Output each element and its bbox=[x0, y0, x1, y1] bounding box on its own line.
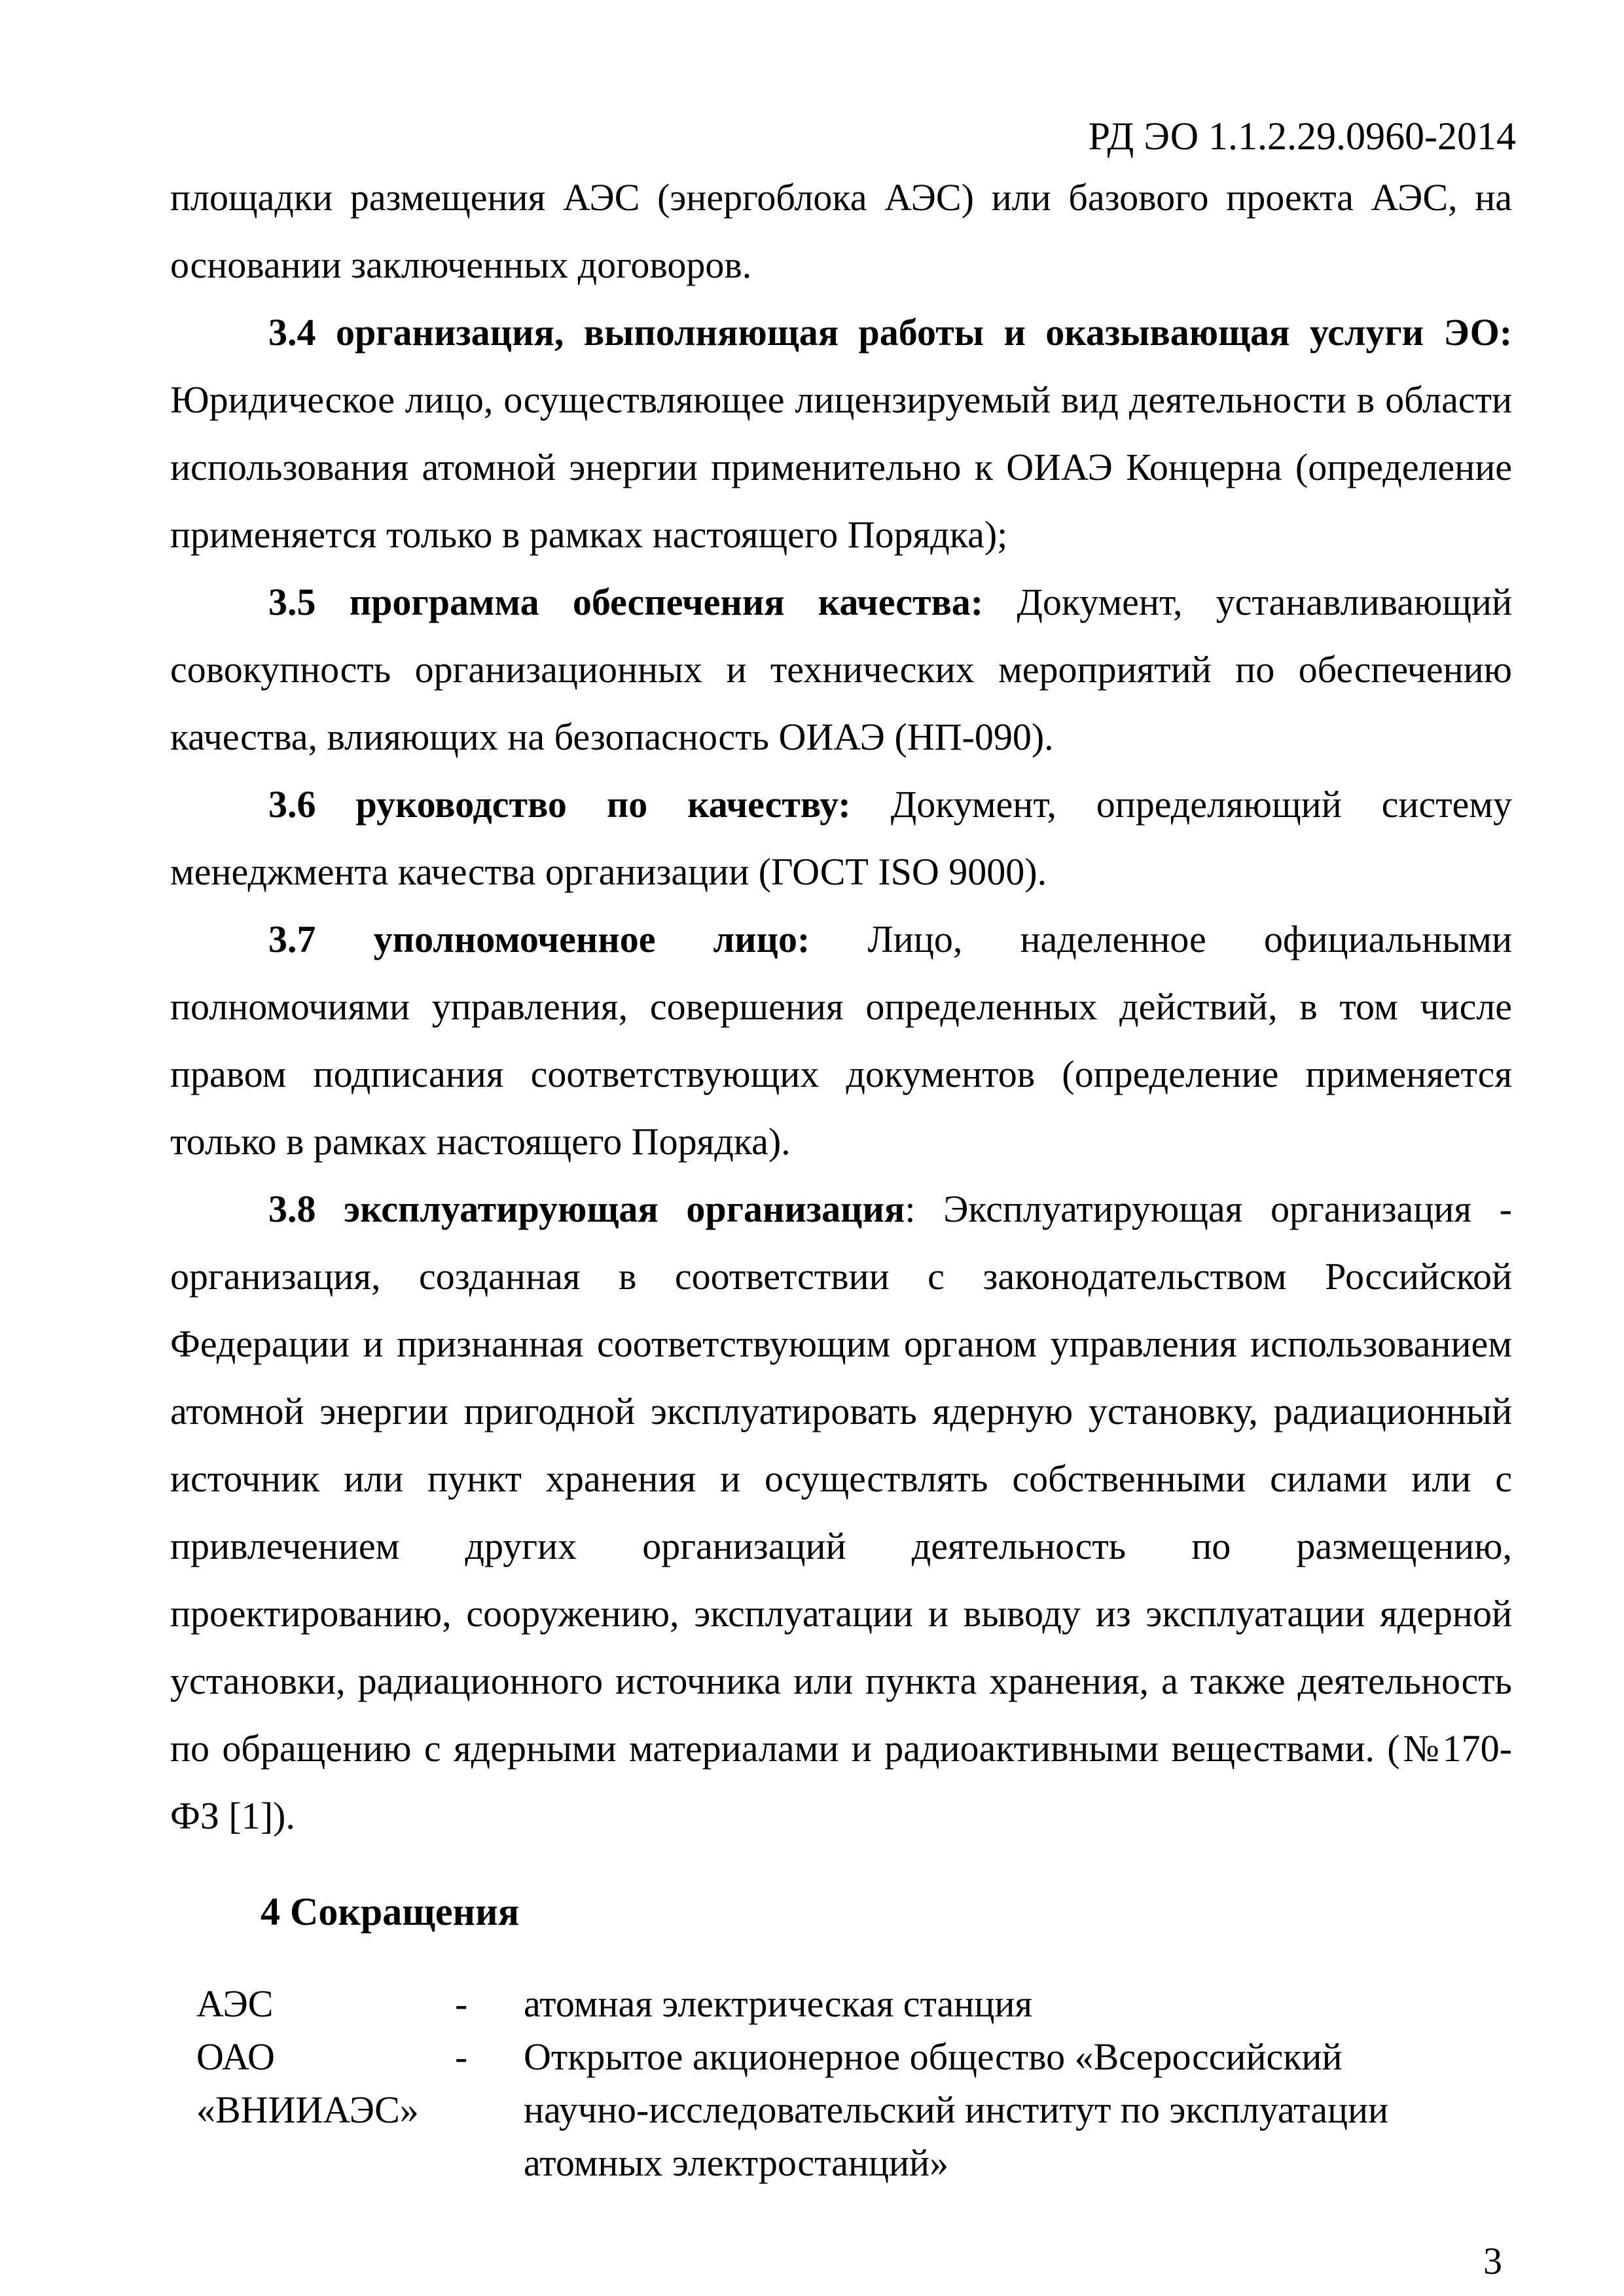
abbreviation-definition-line: атомных электростанций» bbox=[524, 2141, 949, 2184]
definition-number: 3.6 bbox=[268, 783, 316, 826]
abbreviation-dash: - bbox=[455, 1982, 468, 2025]
page-number: 3 bbox=[1483, 2240, 1502, 2282]
definition-3-5 bbox=[170, 568, 1512, 771]
definition-term: уполномоченное лицо: bbox=[373, 918, 810, 960]
abbreviations-list bbox=[196, 1977, 1473, 2189]
definition-number: 3.4 bbox=[268, 311, 316, 354]
definition-3-6 bbox=[170, 771, 1512, 905]
definition-text: : Эксплуатирующая организация - организация, созданная в соответствии с законодательством Российской Федерации и признанная соответствующим органом управления использованием атомной энергии пригодной эксплуатировать ядерную установку, радиационный источник или пункт хранения и осуществлять собственными силами или с привлечением других организаций деятельность по размещению, проектированию, сооружению, эксплуатации и выводу из эксплуатации ядерной установки, радиационного источника или пункта хранения, а также деятельность по обращению с ядерными материалами и радиоактивными веществами. (№170-ФЗ [1]). bbox=[170, 1188, 1512, 1837]
abbreviation-row bbox=[196, 2030, 1473, 2189]
definition-3-7 bbox=[170, 905, 1512, 1175]
definition-number: 3.8 bbox=[268, 1188, 316, 1230]
definition-term: эксплуатирующая организация bbox=[344, 1188, 905, 1230]
abbreviation-code-line: ОАО bbox=[196, 2035, 275, 2078]
abbreviation-definition-line: Открытое акционерное общество «Всероссийский bbox=[524, 2035, 1343, 2078]
section-heading: 4 Сокращения bbox=[261, 1890, 520, 1933]
abbreviation-code bbox=[196, 1977, 455, 2030]
definition-number: 3.5 bbox=[268, 581, 316, 623]
definitions-text bbox=[170, 164, 1512, 1850]
abbreviation-code bbox=[196, 2030, 455, 2136]
definition-term: программа обеспечения качества: bbox=[349, 581, 984, 623]
abbreviation-dash: - bbox=[455, 2035, 468, 2078]
abbreviation-definition bbox=[524, 1977, 1473, 2030]
definition-number: 3.7 bbox=[268, 918, 316, 960]
definition-text: Документ, определяющий систему менеджмента качества организации (ГОСТ ISO 9000). bbox=[170, 783, 1512, 893]
definition-term: организация, выполняющая работы и оказывающая услуги ЭО: bbox=[335, 311, 1513, 354]
paragraph-continuation bbox=[170, 164, 1512, 299]
paragraph-text: площадки размещения АЭС (энергоблока АЭС) или базового проекта АЭС, на основании заключенных договоров. bbox=[170, 176, 1512, 286]
abbreviation-code-line: АЭС bbox=[196, 1982, 274, 2025]
definition-3-8 bbox=[170, 1175, 1512, 1850]
document-code: РД ЭО 1.1.2.29.0960-2014 bbox=[1088, 115, 1516, 158]
abbreviation-definition bbox=[524, 2030, 1473, 2189]
definition-3-4 bbox=[170, 299, 1512, 568]
abbreviation-code-line: «ВНИИАЭС» bbox=[196, 2088, 419, 2131]
definition-text: Лицо, наделенное официальными полномочиями управления, совершения определенных действий, в том числе правом подписания соответствующих документов (определение применяется только в рамках настоящего Порядка). bbox=[170, 918, 1512, 1163]
definition-text: Юридическое лицо, осуществляющее лицензируемый вид деятельности в области использования атомной энергии применительно к ОИАЭ Концерна (определение применяется только в рамках настоящего Порядка); bbox=[170, 378, 1512, 556]
abbreviation-definition-line: атомная электрическая станция bbox=[524, 1982, 1033, 2025]
definition-text: Документ, устанавливающий совокупность организационных и технических мероприятий по обеспечению качества, влияющих на безопасность ОИАЭ (НП-090). bbox=[170, 581, 1513, 758]
abbreviation-definition-line: научно-исследовательский институт по эксплуатации bbox=[524, 2088, 1389, 2131]
definition-term: руководство по качеству: bbox=[355, 783, 851, 826]
abbreviation-row bbox=[196, 1977, 1473, 2030]
